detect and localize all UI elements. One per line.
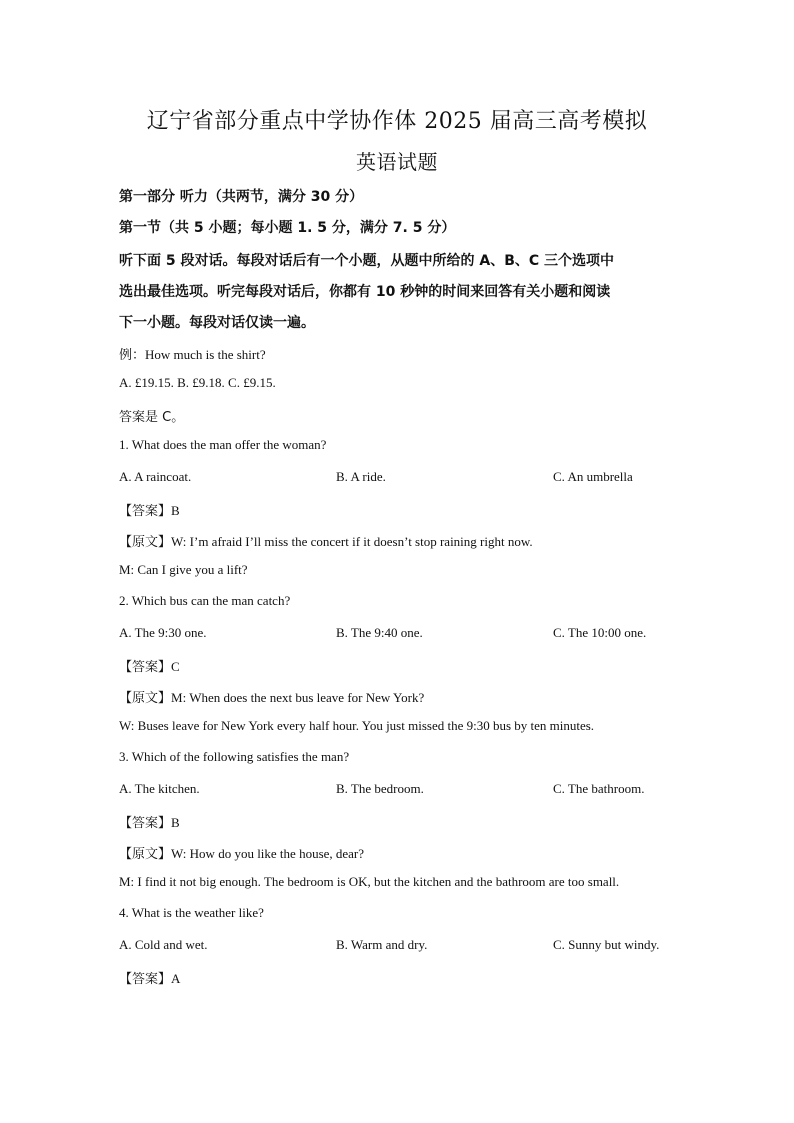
option-c: C. An umbrella bbox=[553, 469, 633, 484]
option-a: A. A raincoat. bbox=[119, 469, 192, 484]
question-text: 4. What is the weather like? bbox=[119, 905, 264, 920]
section-heading: 第一节（共 5 小题；每小题 1. 5 分，满分 7. 5 分） bbox=[119, 220, 456, 236]
option-b: B. Warm and dry. bbox=[336, 937, 428, 952]
option-a: A. The 9:30 one. bbox=[119, 625, 207, 640]
option-b: B. A ride. bbox=[336, 469, 386, 484]
transcript-text: W: I’m afraid I’ll miss the concert if it doesn’t stop raining right now. bbox=[171, 534, 533, 549]
example-answer: 答案是 C。 bbox=[119, 410, 185, 425]
document-subtitle: 英语试题 bbox=[356, 150, 438, 174]
transcript-line bbox=[119, 531, 533, 550]
answer-value: A bbox=[171, 971, 181, 986]
question-text: 3. Which of the following satisfies the man? bbox=[119, 749, 350, 764]
example-options: A. £19.15. B. £9.18. C. £9.15. bbox=[119, 375, 276, 390]
example-prefix: 例： bbox=[119, 348, 146, 363]
part-heading: 第一部分 听力（共两节，满分 30 分） bbox=[119, 189, 364, 205]
transcript-label: 【原文】 bbox=[119, 691, 172, 706]
option-b: B. The bedroom. bbox=[336, 781, 424, 796]
option-c: C. The 10:00 one. bbox=[553, 625, 647, 640]
example-question-text: How much is the shirt? bbox=[145, 347, 266, 362]
answer-value: C bbox=[171, 659, 180, 674]
instruction-line: 选出最佳选项。听完每段对话后，你都有 10 秒钟的时间来回答有关小题和阅读 bbox=[119, 284, 611, 300]
option-c: C. The bathroom. bbox=[553, 781, 645, 796]
transcript-line: M: I find it not big enough. The bedroom is OK, but the kitchen and the bathroom are too small. bbox=[119, 874, 620, 889]
option-a: A. The kitchen. bbox=[119, 781, 200, 796]
transcript-line: W: Buses leave for New York every half hour. You just missed the 9:30 bus by ten minutes. bbox=[119, 718, 595, 733]
answer-label: 【答案】 bbox=[119, 816, 172, 831]
instruction-line: 下一小题。每段对话仅读一遍。 bbox=[119, 315, 315, 331]
transcript-label: 【原文】 bbox=[119, 847, 172, 862]
instruction-line: 听下面 5 段对话。每段对话后有一个小题，从题中所给的 A、B、C 三个选项中 bbox=[119, 253, 615, 269]
answer-line bbox=[119, 656, 180, 675]
answer-label: 【答案】 bbox=[119, 504, 172, 519]
option-c: C. Sunny but windy. bbox=[553, 937, 660, 952]
question-text: 1. What does the man offer the woman? bbox=[119, 437, 327, 452]
answer-label: 【答案】 bbox=[119, 972, 172, 987]
transcript-label: 【原文】 bbox=[119, 535, 172, 550]
answer-label: 【答案】 bbox=[119, 660, 172, 675]
transcript-line bbox=[119, 843, 364, 862]
answer-line bbox=[119, 968, 180, 987]
answer-value: B bbox=[171, 503, 180, 518]
transcript-line: M: Can I give you a lift? bbox=[119, 562, 248, 577]
document-title: 辽宁省部分重点中学协作体 2025 届高三高考模拟 bbox=[146, 109, 648, 134]
option-a: A. Cold and wet. bbox=[119, 937, 208, 952]
transcript-text: M: When does the next bus leave for New York? bbox=[171, 690, 425, 705]
question-text: 2. Which bus can the man catch? bbox=[119, 593, 291, 608]
answer-value: B bbox=[171, 815, 180, 830]
transcript-text: W: How do you like the house, dear? bbox=[171, 846, 365, 861]
answer-line bbox=[119, 500, 180, 519]
example-question bbox=[119, 344, 266, 363]
answer-line bbox=[119, 812, 180, 831]
option-b: B. The 9:40 one. bbox=[336, 625, 423, 640]
transcript-line bbox=[119, 687, 424, 706]
